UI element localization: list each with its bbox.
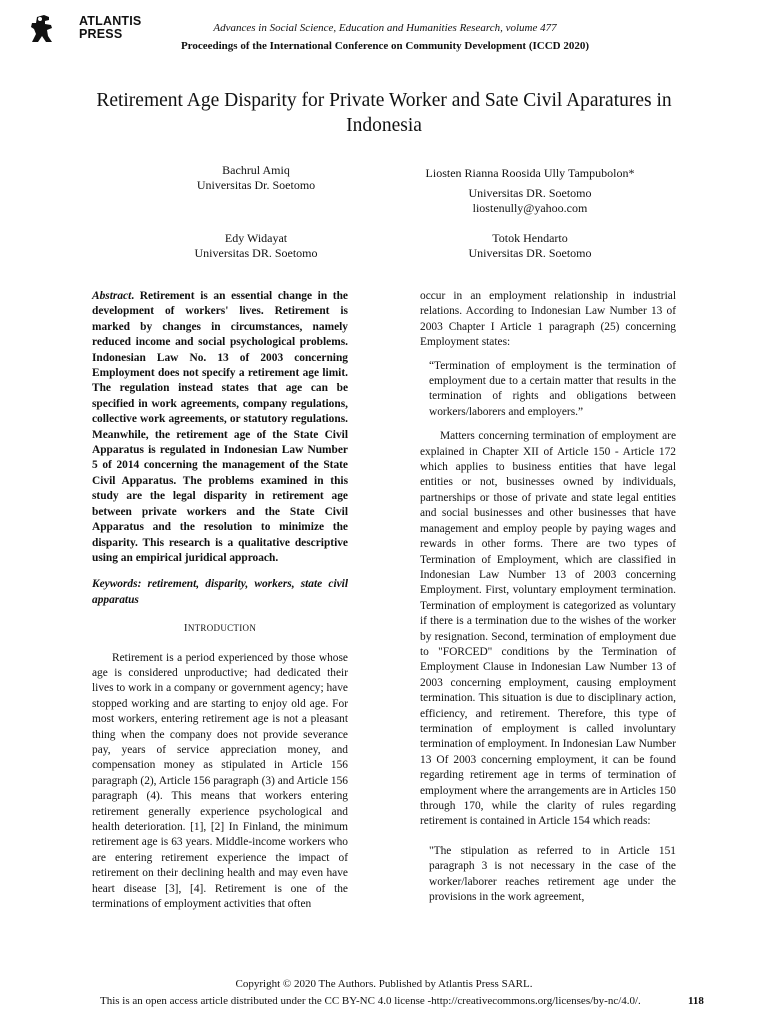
section-heading-introduction [92,621,348,636]
author-affiliation: Universitas DR. Soetomo [468,186,592,200]
series-title: Advances in Social Science, Education and Humanities Research, volume 477 [213,22,557,34]
body-paragraph: Matters concerning termination of employment are explained in Chapter XII of Article 150 - Article 172 which applies to business entities that have legal entities or not, businesses owned by individuals, partnerships or those of private and state legal entities and social businesses and other businesses that have management and employ people by paying wages and rewards in other forms. There are two types of Termination of Employment, which are classified in Indonesian Law Number 13 of 2003 concerning Employment. First, voluntary employment termination. Termination of employment is categorized as voluntary if there is a termination due to the wishes of the worker by resignation. Second, termination of employment due to "FORCED" conditions by the Termination of Employment Clause in Indonesian Law Number 13 of 2003 concerning employment, causing employment termination. This situation is due to disciplinary action, efficiency, and retirement. Therefore, this type of termination of employment is called involuntary termination of employment. In Indonesian Law Number 13 Of 2003 concerning employment, it can be found regarding retirement age in terms of termination of employment where the arrangements are in Articles 150 through 170, while the clarity of rules regarding retirement is contained in Article 154 which reads: [420,430,676,828]
page-number: 118 [688,995,704,1007]
author-block-1 [136,163,376,193]
right-column [420,289,676,914]
logo-line-1: ATLANTIS [79,14,142,28]
footer-license[interactable]: This is an open access article distributed under the CC BY-NC 4.0 license -http://creativecommons.org/licenses/by-nc/4.0/. [100,995,641,1007]
author-affiliation: Universitas DR. Soetomo [194,246,318,260]
block-quote: "The stipulation as referred to in Article 151 paragraph 3 is not necessary in the case of the worker/laborer reaches retirement age under the provisions in the work agreement, [429,844,676,904]
body-paragraph: occur in an employment relationship in industrial relations. According to Indonesian Law Number 13 of 2003 Chapter I Article 1 paragraph (25) concerning Employment states: [420,290,676,349]
abstract [92,289,348,566]
left-column [92,289,348,912]
atlantis-figure-icon [28,14,54,44]
author-name: Edy Widayat [224,231,288,245]
paper-title: Retirement Age Disparity for Private Worker and Sate Civil Aparatures in Indonesia [96,90,672,136]
proceedings-title: Proceedings of the International Conference on Community Development (ICCD 2020) [180,40,590,52]
abstract-text: . Retirement is an essential change in the development of workers' lives. Retirement is marked by changes in circumstances, namely reduced income and social psychological problems. Indonesian Law No. 13 of 2003 concerning Employment does not specify a retirement age limit. The regulation instead states that age can be specified in work agreements, company regulations, collective work agreements, or statutory regulations. Meanwhile, the retirement age of the State Civil Apparatus is regulated in Indonesian Law Number 5 of 2014 concerning the management of the State Civil Apparatus. The problems examined in this study are the legal disparity in retirement age between private workers and the State Civil Apparatus and the resolution to minimize the disparity. This research is a qualitative descriptive using an empirical juridical approach. [92,290,348,564]
atlantis-press-logo [24,12,142,46]
logo-line-2: PRESS [79,27,123,41]
author-block-2 [400,166,660,216]
author-name: Liosten Rianna Roosida Ully Tampubolon* [425,166,635,180]
section-heading-initial: I [183,622,188,635]
author-name: Bachrul Amiq [222,163,290,177]
keywords: Keywords: retirement, disparity, workers, state civil apparatus [92,578,348,606]
footer-copyright: Copyright © 2020 The Authors. Published by Atlantis Press SARL. [235,978,533,990]
block-quote: “Termination of employment is the termination of employment due to a certain matter that results in the termination of rights and obligations between workers/laborers and employers.” [429,359,676,418]
author-name: Totok Hendarto [492,231,568,245]
abstract-label: Abstract [92,290,132,302]
author-email[interactable]: liostenully@yahoo.com [472,201,588,215]
author-block-3 [136,231,376,261]
section-heading-rest: NTRODUCTION [187,623,257,634]
intro-paragraph: Retirement is a period experienced by those whose age is considered unproductive; had dedicated their lives to work in a company or government agency; have stopped working and are starting to enjoy old age. For most workers, entering retirement age is not a pleasant thing when the company does not provide severance pay, years of service appreciation money, and compensation money as stipulated in Article 156 paragraph (2), Article 156 paragraph (3) and Article 156 paragraph (4). This means that workers entering retirement generally experience psychological and health deterioration. [1], [2] In Finland, the minimum retirement age is 63 years. Middle-income workers who are entering retirement experience the impact of retirement on their declining health and may even have heart disease [3], [4]. Retirement is one of the terminations of employment activities that often [92,651,348,911]
author-affiliation: Universitas Dr. Soetomo [196,178,316,192]
author-block-4 [400,231,660,261]
author-affiliation: Universitas DR. Soetomo [468,246,592,260]
